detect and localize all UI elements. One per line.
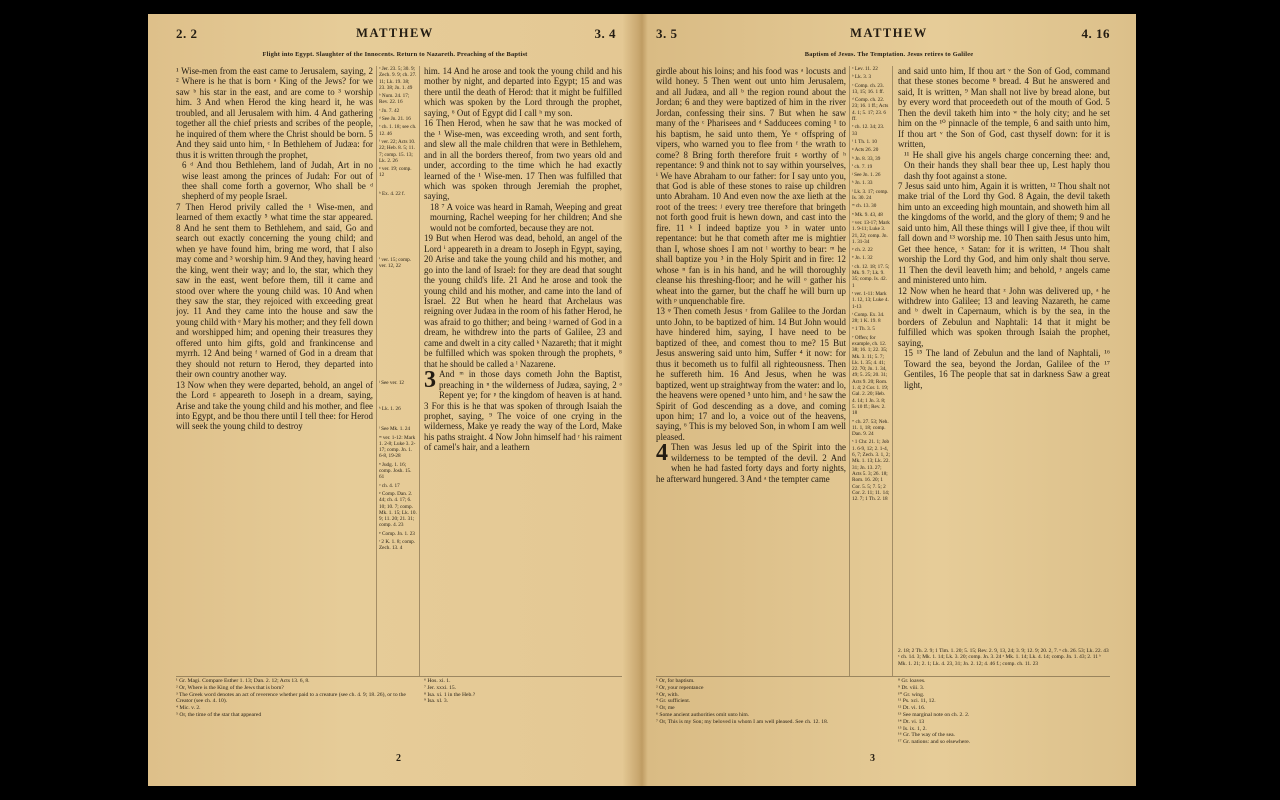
footnote: ⁷ Or, This is my Son; my beloved in whom I am well pleased. See ch. 12. 18. (656, 718, 829, 725)
left-text-column-1 (176, 66, 373, 674)
footnote: ⁸ Gr. loaves. (898, 678, 926, 684)
left-text-column-2 (424, 66, 622, 674)
footnote: ² Or, your repentance (656, 684, 704, 691)
margin-ref: ᵐ ch. 13. 30 (852, 203, 877, 210)
left-marginal-references (379, 66, 417, 674)
left-col1-para: ¹ Wise-men from the east came to Jerusalem, saying, 2 ² Where is he that is born ᵃ King of the Jews? for we saw ᵇ his star in the east, and are come to ³ worship him. 3 And when Herod the king heard it, he was troubled, and all Jerusalem with him. 4 And gathering together all the chief priests and scribes of the people, he inquired of them where the Christ should be born. 5 And they said unto him, ᶜ In Bethlehem of Judæa: for thus it is written through the prophet, (176, 66, 373, 160)
left-column-rule (376, 66, 377, 676)
margin-ref: ˣ 1 Chr. 21. 1; Job 1. 6-9, 12; 2. 1-4, 6, 7; Zech. 3. 1, 2; Mk. 1. 13; Lk. 22. 31; Jn. 13. 27; Acts 5. 3; 26. 18; Rom. 16. 20; 1 Cor. 5. 5; 7. 5; 2 Cor. 2. 11; 11. 14; 12. 7; 1 Th. 2. 18 (852, 439, 890, 503)
margin-ref: ᵍ ver. 19; comp. 12 (379, 166, 412, 179)
margin-ref: ᵃ Jer. 23. 5; 30. 9; Zech. 9. 9; ch. 27. 11; Lk. 19. 38; 23. 38; Jn. 1. 49 (379, 66, 417, 91)
right-col2-para: 7 Jesus said unto him, Again it is written, ¹² Thou shalt not make trial of the Lord thy God. 8 Again, the devil taketh him unto an exceeding high mountain, and showeth him all the kingdoms of the world, and the glory of them; 9 and he said unto him, All these things will I give thee, if thou wilt fall down and ¹³ worship me. 10 Then saith Jesus unto him, Get thee hence, ˣ Satan: for it is written, ¹⁴ Thou shalt worship the Lord thy God, and him only shalt thou serve. 11 Then the devil leaveth him; and behold, ʸ angels came and ministered unto him. (898, 180, 1110, 286)
book-spread (148, 14, 1136, 786)
footnote: ⁵ Or, me (656, 705, 675, 712)
right-col2-para: and said unto him, If thou art ᵛ the Son of God, command that these stones become ⁸ bread. 4 But he answered and said, It is written, ⁹ Man shall not live by bread alone, but by every word that proceedeth out of the mouth of God. 5 Then the devil taketh him into ʷ the holy city; and he set him on the ¹⁰ pinnacle of the temple, 6 and saith unto him, If thou art ᵛ the Son of God, cast thyself down: for it is written, (898, 66, 1110, 150)
margin-ref: ᶜ Jn. 7. 42 (379, 107, 400, 114)
right-col2-marginal-continuation: 2. 18; 2 Th. 2. 9; 1 Tim. 1. 20; 5. 15; Rev. 2. 9, 13, 24; 3. 9; 12. 9; 20. 2, 7. ʸ ch. 26. 53; Lk. 22. 43 ᶻ ch. 14. 3; Mk. 1. 14; Lk. 3. 20; comp. Jn. 3. 24 ᵃ Mk. 1. 14; Lk. 4. 14; comp. Jn. 1. 43; 2. 11 ᵇ Mk. 1. 21; 2. 1; Lk. 4. 23, 31; Jn. 2. 12; 4. 46 f.; comp. ch. 11. 23 (898, 648, 1109, 667)
footnote: ⁴ Mic. v. 2. (176, 705, 201, 712)
margin-ref: ᵏ Lk. 1. 26 (379, 405, 401, 412)
footnote: ⁶ Some ancient authorities omit unto him. (656, 711, 750, 718)
right-col2-verse: 15 ¹⁵ The land of Zebulun and the land of Naphtali, ¹⁶ Toward the sea, beyond the Jordan, Galilee of the ¹⁷ Gentiles, 16 The people that sat in darkness Saw a great light, (904, 348, 1110, 390)
margin-ref: ᵍ Acts 26. 20 (852, 147, 879, 154)
margin-ref: ʰ Jn. 8. 33, 39 (852, 155, 881, 162)
margin-ref: ᵘ 1 Th. 3. 5 (852, 326, 875, 333)
margin-ref: ⁿ Mk. 9. 43, 48 (852, 211, 883, 218)
margin-ref: ⁿ Judg. 1. 16; comp. Josh. 15. 61 (379, 461, 412, 481)
footnote: ¹⁰ Gr. wing. (898, 691, 925, 698)
margin-ref: ʳ ch. 12. 18; 17. 5; Mk. 9. 7; Lk. 9. 35; comp. Is. 42. 1 (852, 263, 890, 289)
margin-ref: ˡ Lk. 3. 17; comp. Is. 30. 24 (852, 188, 889, 202)
margin-ref: ᶠ 1 Th. 1. 10 (852, 138, 877, 145)
left-col2-verse: 18 ⁷ A voice was heard in Ramah, Weeping and great mourning, Rachel weeping for her children; And she would not be comforted, because they are not. (430, 201, 622, 233)
right-footnotes-1 (656, 678, 884, 750)
margin-ref: ʲ See ver. 12 (379, 379, 405, 386)
right-marginal-references (852, 66, 890, 674)
left-footnote-rule (176, 676, 622, 677)
footnote: ⁷ Jer. xxxi. 15. (424, 684, 457, 691)
margin-ref: ᵗ Comp. Ex. 34. 28; 1 K. 19. 8 (852, 311, 885, 325)
right-text-column-1 (656, 66, 846, 674)
right-footnotes-2 (898, 678, 1110, 750)
margin-ref: ʲ See Jn. 1. 26 (852, 172, 881, 179)
right-column-rule-2 (892, 66, 893, 676)
margin-ref: ˡ See Mk. 1. 24 (379, 426, 411, 433)
right-running-head-title: MATTHEW (850, 26, 928, 40)
margin-ref: ᶜ Comp. ch. 23. 13, 15; 16. 1 ff. (852, 82, 885, 95)
margin-ref: ᵠ Comp. Jn. 1. 23 (379, 530, 415, 537)
chapter-4-drop-cap: 4 (656, 440, 668, 467)
left-folio: 2 (396, 753, 401, 764)
margin-ref: ʰ Ex. 4. 22 f. (379, 190, 406, 197)
margin-ref: ᵛ Offen; for example, ch. 12. 38; 16. 1; 22. 35; Mk. 3. 11; 5. 7; Lk. 1. 35; 4. 41; 22. 70; Jn. 1. 34, 49; 5. 25; 20. 31; Acts 9. 20; Rom. 1. 4; 2 Cor. 1. 19; Gal. 2. 20; Heb. 4. 14; 1 Jn. 3. 8; 5. 10 ff.; Rev. 2. 18 (852, 334, 889, 417)
margin-ref: ᵒ ch. 4. 17 (379, 482, 400, 489)
right-running-head-ref-start: 3. 5 (656, 26, 678, 41)
left-running-head-ref-start: 2. 2 (176, 26, 198, 41)
right-col1-para: 13 ᵠ Then cometh Jesus ʳ from Galilee to the Jordan unto John, to be baptized of him. 14 But John would have hindered him, saying, I have need to be baptized of thee, and comest thou to me? 15 But Jesus answering said unto him, Suffer ⁴ it now: for thus it becometh us to fulfil all righteousness. Then he suffereth him. 16 And Jesus, when he was baptized, went up straightway from the water: and lo, the heavens were opened ⁵ unto him, and ᵗ he saw the Spirit of God descending as a dove, and coming upon him; 17 and lo, a voice out of the heavens, saying, ⁶ This is my beloved Son, in whom I am well pleased. (656, 306, 846, 442)
margin-ref: ᵒ ver. 13-17; Mark 1. 9-11; Luke 3. 21, 22; comp. Jn. 1. 31-34 (852, 219, 890, 245)
margin-ref: ᵉ ch. 1. 18; see ch. 12. 46 (379, 124, 417, 137)
margin-ref: ᵇ Lk. 3. 3 (852, 74, 872, 81)
footnote: ¹¹ Ps. xci. 11, 12. (898, 698, 936, 705)
right-running-head-ref-end: 4. 16 (1081, 26, 1110, 41)
footnote: ¹⁵ Is. ix. 1, 2. (898, 725, 927, 732)
margin-ref: ᶠ ver. 22; Acts 10. 22; Heb. 8. 5; 11. 7; comp. 15. 13; Lk. 2. 26 (379, 138, 416, 164)
margin-ref: ⁱ ch. 7. 19 (852, 163, 873, 170)
footnote: ⁹ Dt. viii. 3. (898, 684, 925, 691)
margin-ref: ᵖ ch. 2. 22 (852, 247, 873, 254)
right-col1-chapter-para (656, 442, 846, 484)
right-page (642, 14, 1136, 786)
footnote: ¹ Or, for baptism. (656, 678, 695, 684)
left-col2-para: him. 14 And he arose and took the young child and his mother by night, and departed into Egypt; 15 and was there until the death of Herod: that it might be fulfilled which was spoken by the Lord through the prophet, saying, ⁶ Out of Egypt did I call ʰ my son. (424, 66, 622, 118)
margin-ref: ᵃ Lev. 11. 22 (852, 66, 878, 72)
right-col2-verse: ¹¹ He shall give his angels charge concerning thee: and, On their hands they shall bear thee up, Lest haply thou dash thy foot against a stone. (904, 149, 1110, 181)
left-col2-chapter-para (424, 369, 622, 453)
margin-ref: ⁱ ver. 15; comp. ver. 12, 22 (379, 257, 412, 270)
margin-ref: ᵈ Comp. ch. 22. 23; 16. 1 ff.; Acts 4. 1; 5. 17; 23. 6 ff. (852, 97, 889, 123)
left-col2-para: 19 But when Herod was dead, behold, an angel of the Lord ⁱ appeareth in a dream to Joseph in Egypt, saying, 20 Arise and take the young child and his mother, and go into the land of Israel: for they are dead that sought the young child's life. 21 And he arose and took the young child and his mother, and came into the land of Israel. 22 But when he heard that Archelaus was reigning over Judæa in the room of his father Herod, he was afraid to go thither; and being ʲ warned of God in a dream, he withdrew into the parts of Galilee, 23 and came and dwelt in a city called ᵏ Nazareth; that it might be fulfilled which was spoken through the prophets, ⁸ that he should be called a ˡ Nazarene. (424, 233, 622, 369)
left-col1-verse: 6 ᵈ And thou Bethlehem, land of Judah, Art in no wise least among the princes of Judah: For out of thee shall come forth a governor, Who shall be ᵈ shepherd of my people Israel. (182, 160, 373, 202)
left-col2-para: 16 Then Herod, when he saw that he was mocked of the ¹ Wise-men, was exceeding wroth, and sent forth, and slew all the male children that were in Bethlehem, and in all the borders thereof, from two years old and under, according to the time which he had exactly learned of the ¹ Wise-men. 17 Then was fulfilled that which was spoken through Jeremiah the prophet, saying, (424, 118, 622, 202)
left-section-subhead: Flight into Egypt. Slaughter of the Innocents. Return to Nazareth. Preaching of the Baptist (262, 51, 528, 58)
right-folio: 3 (870, 753, 875, 764)
margin-ref: ᵉ ch. 12. 34; 23. 33 (852, 124, 885, 137)
footnote: ¹⁴ Dt. vi. 13 (898, 718, 925, 725)
footnote: ² Or, Where is the King of the Jews that is born? (176, 684, 284, 691)
footnote: ⁶ Hos. xi. 1. (424, 678, 451, 684)
chapter-4-text: Then was Jesus led up of the Spirit into the wilderness to be tempted of the devil. 2 And when he had fasted forty days and forty nights, he afterward hungered. 3 And ᵃ the tempter came (656, 442, 846, 484)
right-col1-para: girdle about his loins; and his food was ᵃ locusts and wild honey. 5 Then went out unto him Jerusalem, and all Judæa, and all ᵇ the region round about the Jordan; 6 and they were baptized of him in the river Jordan, confessing their sins. 7 But when he saw many of the ᶜ Pharisees and ᵈ Sadducees coming ¹ to his baptism, he said unto them, Ye ᵉ offspring of vipers, who warned you to flee from ᶠ the wrath to come? 8 Bring forth therefore fruit ᵍ worthy of ʰ repentance: 9 and think not to say within yourselves, ⁱ We have Abraham to our father: for I say unto you, that God is able of these stones to raise up children unto Abraham. 10 And even now the axe lieth at the root of the trees: ʲ every tree therefore that bringeth not forth good fruit is hewn down, and cast into the fire. 11 ᵏ I indeed baptize you ³ in water unto repentance: but he that cometh after me is mightier than I, whose shoes I am not ˡ worthy to bear: ᵐ he shall baptize you ³ in the Holy Spirit and in fire: 12 whose ⁿ fan is in his hand, and he will thoroughly cleanse his threshing-floor; and he will ᵒ gather his wheat into the garner, but the chaff he will burn up with ᵖ unquenchable fire. (656, 66, 846, 306)
footnote: ³ The Greek word denotes an act of reverence whether paid to a creature (see ch. 4. 9; 18. 26), or to the Creator (see ch. 4. 10). (176, 691, 406, 705)
footnote: ⁴ Gr. sufficient. (656, 698, 691, 705)
left-col1-para: 7 Then Herod privily called the ¹ Wise-men, and learned of them exactly ⁵ what time the star appeared. 8 And he sent them to Bethlehem, and said, Go and search out exactly concerning the young child; and when ye have found him, bring me word, that I also may come and ³ worship him. 9 And they, having heard the king, went their way; and lo, the star, which they saw in the east, went before them, till it came and stood over where the young child was. 10 And when they saw the star, they rejoiced with exceeding great joy. 11 And they came into the house and saw the young child with ᵉ Mary his mother; and they fell down and worshipped him; and opening their treasures they offered unto him gifts, gold and frankincense and myrrh. 12 And being ᶠ warned of God in a dream that they should not return to Herod, they departed into their own country another way. (176, 201, 373, 380)
left-running-head-ref-end: 3. 4 (594, 26, 616, 41)
footnote: ⁹ Isa. xl. 3. (424, 698, 449, 705)
margin-ref: ᵈ See Jn. 21. 16 (379, 116, 411, 123)
margin-ref: ʷ ch. 27. 53; Neh. 11. 1, 18; comp. Dan. 9. 24 (852, 418, 889, 438)
left-page (148, 14, 642, 786)
right-col2-para: 12 Now when he heard that ᶻ John was delivered up, ᵃ he withdrew into Galilee; 13 and leaving Nazareth, he came and ᵇ dwelt in Capernaum, which is by the sea, in the borders of Zebulun and Naphtali: 14 that it might be fulfilled which was spoken through Isaiah the prophet, saying, (898, 285, 1110, 348)
left-running-head-title: MATTHEW (356, 26, 434, 40)
footnote: ⁸ Isa. xi. 1 in the Heb.? (424, 691, 476, 698)
right-section-subhead: Baptism of Jesus. The Temptation. Jesus retires to Galilee (804, 51, 974, 58)
footnote: ¹² Dt. vi. 16. (898, 705, 926, 712)
left-col1-para: 13 Now when they were departed, behold, an angel of the Lord ᵍ appeareth to Joseph in a dream, saying, Arise and take the young child and his mother, and flee into Egypt, and be thou there until I tell thee: for Herod will seek the young child to destroy (176, 379, 373, 432)
right-column-rule (849, 66, 850, 676)
footnote: ¹ Gr. Magi. Compare Esther 1. 13; Dan. 2. 12; Acts 13. 6, 8. (176, 678, 310, 684)
margin-ref: ᵖ Comp. Dan. 2. 44; ch. 4. 17; 6. 10; 10. 7; comp. Mk. 1. 15; Lk. 10. 9; 11. 20; 21. 31; comp. 4. 23 (379, 490, 417, 529)
right-text-column-2 (898, 66, 1110, 646)
left-footnotes-1 (176, 678, 416, 750)
right-footnote-rule (656, 676, 1110, 677)
footnote: ¹³ See marginal note on ch. 2. 2. (898, 711, 970, 718)
footnote: ³ Or, with. (656, 691, 679, 698)
margin-ref: ᵐ ver. 1-12: Mark 1. 2-8; Luke 3. 2-17; comp. Jn. 1. 6-8, 19-28 (379, 434, 416, 460)
margin-ref: ᵏ Jn. 1. 33 (852, 180, 873, 187)
margin-ref: ᵇ Num. 24. 17; Rev. 22. 16 (379, 93, 410, 106)
footnote: ¹⁶ Gr. The way of the sea. (898, 732, 955, 739)
margin-ref: ʳ 2 K. 1. 8; comp. Zech. 13. 4 (379, 538, 415, 552)
left-column-rule-2 (419, 66, 420, 676)
footnote: ⁵ Or, the time of the star that appeared (176, 711, 262, 718)
chapter-3-text: And ᵐ in those days cometh John the Baptist, preaching in ⁿ the wilderness of Judæa, saying, 2 ᵒ Repent ye; for ᵖ the kingdom of heaven is at hand. 3 For this is he that was spoken of through Isaiah the prophet, saying, ⁹ The voice of one crying in the wilderness, Make ye ready the way of the Lord, Make his paths straight. 4 Now John himself had ʳ his raiment of camel's hair, and a leathern (424, 369, 622, 453)
chapter-3-drop-cap: 3 (424, 367, 436, 394)
footnote: ¹⁷ Gr. nations: and so elsewhere. (898, 739, 971, 746)
margin-ref: ᵠ Jn. 1. 32 (852, 255, 873, 262)
margin-ref: ˢ ver. 1-11: Mark 1. 12, 13; Luke 4. 1-13 (852, 290, 889, 310)
left-footnotes-2 (424, 678, 622, 750)
